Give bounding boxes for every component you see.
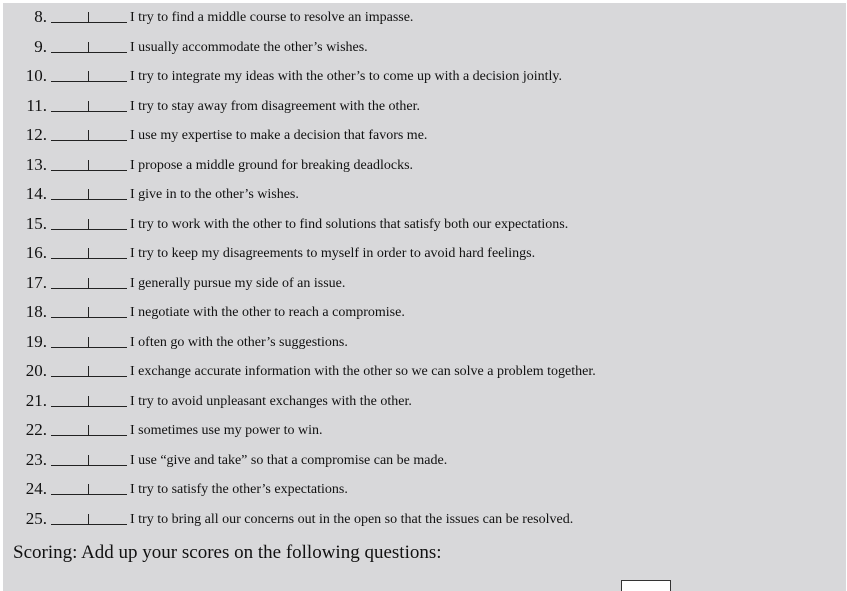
answer-blank-divider: [88, 337, 89, 348]
answer-blank[interactable]: [51, 388, 127, 407]
answer-blank-divider: [88, 160, 89, 171]
question-number: 23.: [25, 449, 47, 469]
question-text: I usually accommodate the other’s wishes.: [130, 39, 368, 55]
answer-blank-divider: [88, 396, 89, 407]
question-row: [3, 447, 846, 475]
answer-blank-divider: [88, 366, 89, 377]
question-row: [3, 63, 846, 91]
answer-blank-underline: [51, 288, 127, 289]
answer-blank[interactable]: [51, 299, 127, 318]
question-row: [3, 4, 846, 32]
question-row: [3, 152, 846, 180]
answer-blank[interactable]: [51, 211, 127, 230]
answer-blank-underline: [51, 258, 127, 259]
question-text: I try to satisfy the other’s expectations.: [130, 482, 348, 497]
answer-blank-divider: [88, 219, 89, 230]
answer-blank-underline: [51, 81, 127, 82]
question-row: [3, 181, 846, 209]
question-row: [3, 34, 846, 62]
answer-blank-divider: [88, 101, 89, 112]
question-number: 12.: [25, 125, 47, 144]
question-text: I try to bring all our concerns out in the open so that the issues can be resolved.: [130, 511, 574, 527]
question-text: I negotiate with the other to reach a compromise.: [130, 305, 405, 320]
question-row: [3, 299, 846, 327]
answer-blank[interactable]: [51, 122, 127, 141]
answer-blank[interactable]: [51, 93, 127, 112]
question-text: I generally pursue my side of an issue.: [130, 275, 346, 291]
question-number: 15.: [25, 213, 47, 233]
answer-blank-underline: [51, 347, 127, 348]
answer-blank-divider: [88, 455, 89, 466]
question-number: 16.: [25, 243, 47, 262]
answer-blank-underline: [51, 317, 127, 318]
answer-blank[interactable]: [51, 476, 127, 495]
answer-blank[interactable]: [51, 181, 127, 200]
question-text: I often go with the other’s suggestions.: [130, 334, 348, 350]
question-number: 11.: [26, 95, 47, 115]
answer-blank-underline: [51, 229, 127, 230]
question-number: 17.: [25, 272, 47, 292]
question-text: I try to work with the other to find solutions that satisfy both our expectations.: [130, 216, 569, 232]
question-text: I exchange accurate information with the other so we can solve a problem together.: [130, 364, 596, 379]
question-row: [3, 93, 846, 121]
question-text: I try to integrate my ideas with the other’s to come up with a decision jointly.: [130, 69, 562, 84]
question-text: I use my expertise to make a decision that favors me.: [130, 128, 428, 143]
score-entry-box[interactable]: [621, 580, 671, 591]
question-text: I try to find a middle course to resolve an impasse.: [130, 10, 414, 25]
answer-blank-divider: [88, 189, 89, 200]
answer-blank-underline: [51, 170, 127, 171]
question-number: 18.: [25, 302, 47, 321]
question-row: [3, 388, 846, 416]
question-number: 19.: [25, 331, 47, 351]
question-number: 24.: [25, 479, 47, 498]
question-number: 10.: [25, 66, 47, 85]
question-number: 9.: [34, 36, 47, 56]
answer-blank[interactable]: [51, 240, 127, 259]
questionnaire-page: [3, 3, 846, 591]
answer-blank-divider: [88, 307, 89, 318]
question-row: [3, 358, 846, 386]
answer-blank-divider: [88, 12, 89, 23]
question-text: I propose a middle ground for breaking deadlocks.: [130, 157, 414, 173]
answer-blank[interactable]: [51, 358, 127, 377]
question-number: 25.: [25, 508, 47, 528]
question-text: I sometimes use my power to win.: [130, 423, 323, 438]
scoring-instructions: Scoring: Add up your scores on the following questions:: [13, 542, 442, 563]
question-row: [3, 211, 846, 239]
question-text: I try to stay away from disagreement with the other.: [130, 98, 421, 114]
answer-blank-divider: [88, 425, 89, 436]
answer-blank[interactable]: [51, 329, 127, 348]
question-number: 13.: [25, 154, 47, 174]
answer-blank-divider: [88, 42, 89, 53]
question-text: I try to avoid unpleasant exchanges with the other.: [130, 393, 412, 409]
answer-blank-underline: [51, 524, 127, 525]
question-text: I try to keep my disagreements to myself in order to avoid hard feelings.: [130, 246, 536, 261]
answer-blank[interactable]: [51, 417, 127, 436]
question-row: [3, 270, 846, 298]
question-number: 20.: [25, 361, 47, 380]
answer-blank-divider: [88, 71, 89, 82]
answer-blank-underline: [51, 494, 127, 495]
answer-blank-divider: [88, 484, 89, 495]
answer-blank[interactable]: [51, 447, 127, 466]
answer-blank-underline: [51, 406, 127, 407]
question-number: 8.: [34, 7, 47, 26]
question-number: 14.: [25, 184, 47, 203]
answer-blank-underline: [51, 435, 127, 436]
answer-blank-underline: [51, 140, 127, 141]
answer-blank-underline: [51, 199, 127, 200]
answer-blank[interactable]: [51, 34, 127, 53]
answer-blank-underline: [51, 22, 127, 23]
question-row: [3, 506, 846, 534]
answer-blank-divider: [88, 278, 89, 289]
question-number: 22.: [25, 420, 47, 439]
answer-blank-underline: [51, 376, 127, 377]
answer-blank-underline: [51, 111, 127, 112]
question-text: I give in to the other’s wishes.: [130, 187, 299, 202]
answer-blank[interactable]: [51, 4, 127, 23]
answer-blank-divider: [88, 130, 89, 141]
question-number: 21.: [25, 390, 47, 410]
answer-blank-underline: [51, 465, 127, 466]
answer-blank[interactable]: [51, 506, 127, 525]
question-row: [3, 329, 846, 357]
question-row: [3, 240, 846, 268]
question-row: [3, 476, 846, 504]
answer-blank-divider: [88, 248, 89, 259]
answer-blank-divider: [88, 514, 89, 525]
answer-blank[interactable]: [51, 63, 127, 82]
question-text: I use “give and take” so that a compromise can be made.: [130, 452, 448, 468]
answer-blank[interactable]: [51, 152, 127, 171]
answer-blank[interactable]: [51, 270, 127, 289]
question-row: [3, 122, 846, 150]
question-row: [3, 417, 846, 445]
answer-blank-underline: [51, 52, 127, 53]
